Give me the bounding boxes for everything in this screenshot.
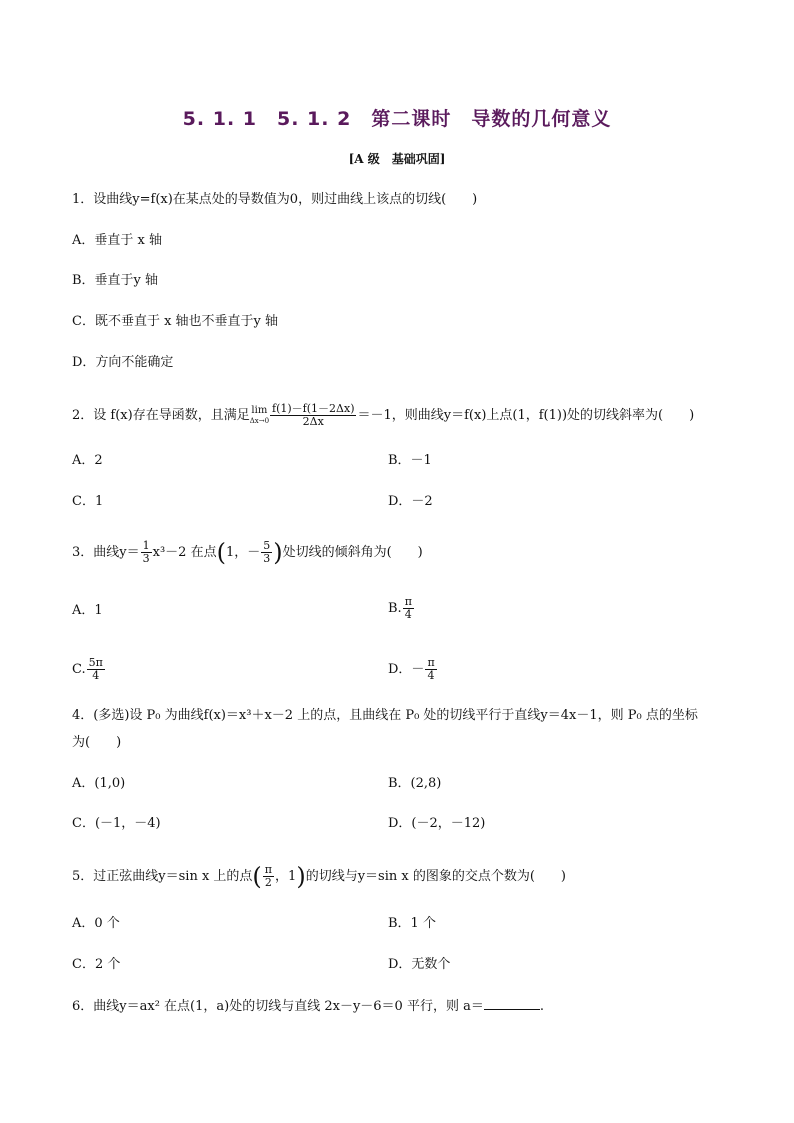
q3-c-num: 5π: [88, 656, 103, 669]
q2-option-c: C．1: [72, 494, 104, 509]
q4-stem-line2: 为( ): [72, 735, 122, 750]
q5-point-post: ，1: [275, 869, 297, 884]
q1-option-a: A．垂直于 x 轴: [72, 233, 162, 248]
q4-option-b: B．(2,8): [388, 776, 442, 791]
q3-mid: x³－2 在点: [152, 545, 217, 560]
q5-option-d: D．无数个: [388, 957, 451, 972]
q3-d-pre: D．－: [388, 662, 425, 677]
q2-stem-post: ＝－1，则曲线y＝f(x)上点(1，f(1))处的切线斜率为( ): [357, 408, 695, 423]
q2-option-b: B．－1: [388, 453, 432, 468]
section-level: [A 级 基础巩固]: [348, 152, 446, 166]
q2-option-a: A．2: [72, 453, 103, 468]
q1-option-c: C．既不垂直于 x 轴也不垂直于y 轴: [72, 314, 279, 329]
q5-stem: [72, 864, 566, 889]
q3-left-paren: (: [216, 538, 226, 567]
q3-post: 处切线的倾斜角为( ): [282, 545, 423, 560]
q3-b-num: π: [404, 595, 412, 608]
q5-frac-num: π: [264, 863, 273, 876]
q3-right-paren: ): [273, 538, 283, 567]
q3-d-num: π: [427, 656, 435, 669]
q5-right-paren: ): [296, 862, 306, 891]
q2-lim-sub: Δx→0: [249, 416, 270, 425]
q3-d-frac: [425, 657, 436, 682]
q2-stem: [72, 403, 694, 428]
q3-option-a: A．1: [72, 603, 103, 618]
q3-option-b: [388, 596, 415, 621]
q3-b-frac: [403, 596, 414, 621]
q5-left-paren: (: [252, 862, 262, 891]
q3-d-den: 4: [427, 669, 435, 682]
q4-option-c: C．(－1，－4): [72, 816, 161, 831]
q5-post: 的切线与y＝sin x 的图象的交点个数为( ): [305, 869, 566, 884]
q4-option-d: D．(－2，－12): [388, 816, 486, 831]
q3-b-pre: B.: [388, 601, 402, 616]
q6-post: .: [539, 999, 544, 1014]
q3-frac1-den: 3: [142, 552, 150, 565]
q1-option-d: D．方向不能确定: [72, 355, 174, 370]
q5-option-c: C．2 个: [72, 957, 121, 972]
q3-frac-five-thirds: [261, 540, 272, 565]
q1-option-b: B．垂直于y 轴: [72, 273, 159, 288]
q2-stem-pre: 2．设 f(x)存在导函数，且满足: [72, 408, 250, 423]
q3-option-d: [388, 657, 438, 682]
q3-c-den: 4: [92, 669, 100, 682]
q2-option-d: D．－2: [388, 494, 433, 509]
q5-pre: 5．过正弦曲线y＝sin x 上的点: [72, 869, 253, 884]
q3-frac2-num: 5: [263, 539, 271, 552]
q3-frac2-den: 3: [263, 552, 271, 565]
q3-pre: 3．曲线y＝: [72, 545, 140, 560]
page-title: 5. 1. 1 5. 1. 2 第二课时 导数的几何意义: [182, 108, 612, 130]
q3-frac-one-third: [141, 540, 152, 565]
q6-answer-blank: [484, 997, 540, 1010]
q6-stem: [72, 997, 544, 1016]
q1-stem: 1．设曲线y=f(x)在某点处的导数值为0，则过曲线上该点的切线( ): [72, 192, 478, 207]
q4-stem-line1: 4．(多选)设 P₀ 为曲线f(x)＝x³＋x－2 上的点，且曲线在 P₀ 处的切线平行于直线y＝4x－1，则 P₀ 点的坐标: [72, 708, 698, 723]
q3-c-pre: C.: [72, 662, 86, 677]
q3-point-pre: 1，－: [225, 545, 261, 560]
q3-b-den: 4: [404, 608, 412, 621]
q5-option-a: A．0 个: [72, 916, 120, 931]
q3-frac1-num: 1: [142, 539, 150, 552]
q2-fraction-num: f(1)－f(1－2Δx): [272, 402, 355, 415]
q3-stem: [72, 540, 423, 565]
q4-option-a: A．(1,0): [72, 776, 126, 791]
q5-frac-den: 2: [264, 876, 272, 889]
q2-fraction-den: 2Δx: [302, 415, 324, 428]
q3-option-c: [72, 657, 106, 682]
q5-option-b: B．1 个: [388, 916, 436, 931]
q3-c-frac: [87, 657, 105, 682]
q2-fraction: [270, 403, 356, 428]
q5-frac: [263, 864, 274, 889]
q6-pre: 6．曲线y＝ax² 在点(1，a)处的切线与直线 2x－y－6＝0 平行，则 a＝: [72, 999, 484, 1014]
q2-lim-word: lim: [251, 404, 268, 416]
q2-limit: [250, 405, 269, 427]
